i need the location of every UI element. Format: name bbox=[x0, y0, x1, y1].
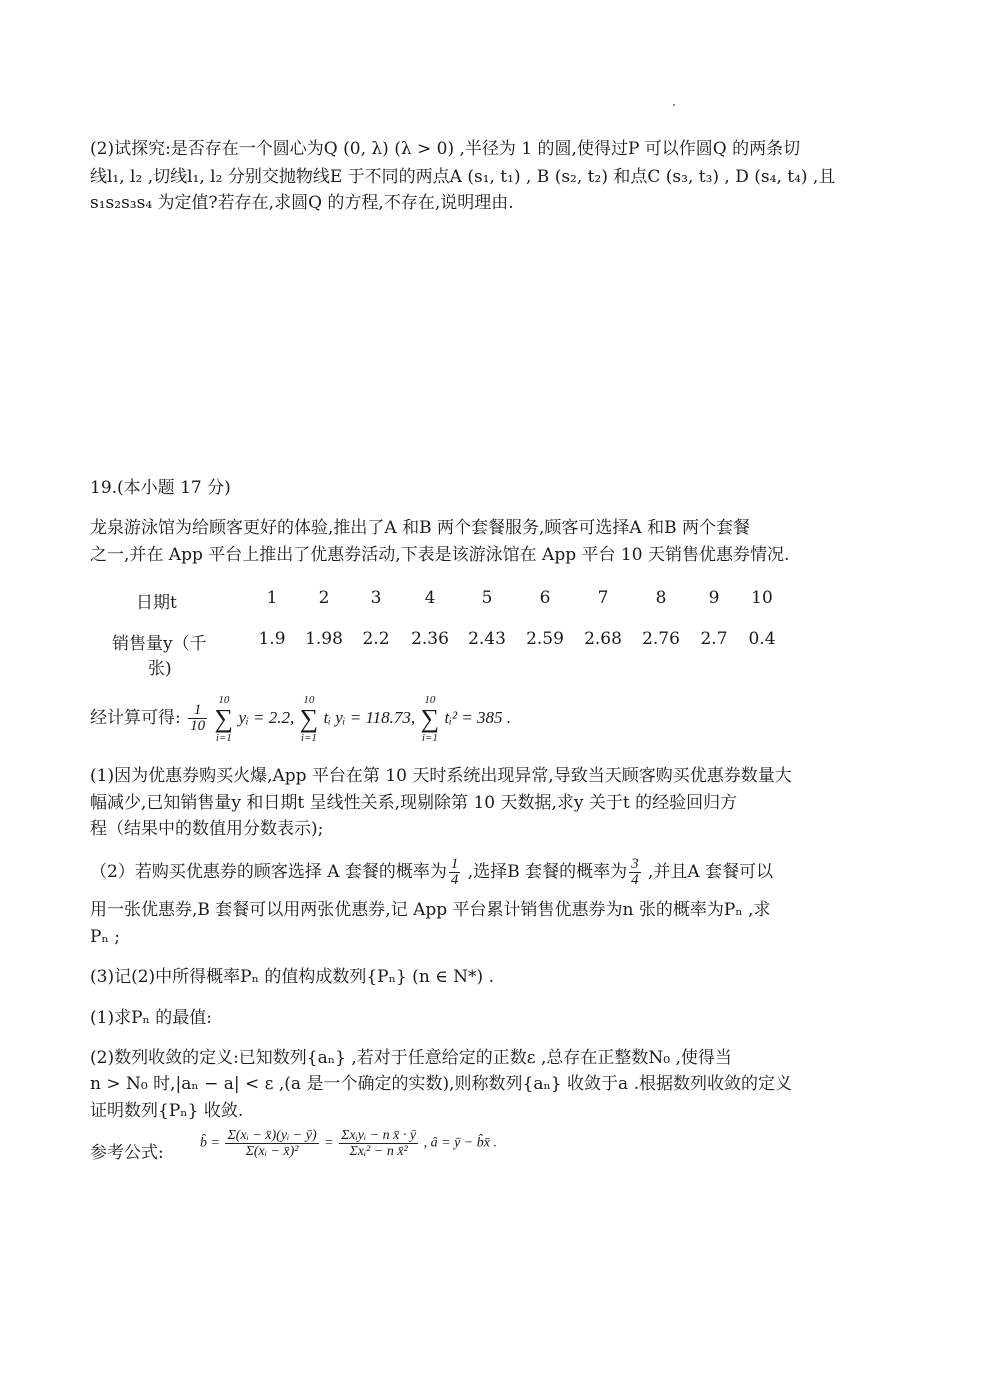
sum-symbol-3: 10 ∑ i=1 bbox=[420, 693, 440, 744]
table-row-sales bbox=[100, 617, 786, 683]
q19-intro-line2: 之一,并在 App 平台上推出了优惠券活动,下表是该游泳馆在 App 平台 10 天销售优惠券情况. bbox=[90, 545, 790, 565]
calc-line bbox=[90, 688, 511, 748]
frac-den: 4 bbox=[450, 872, 459, 888]
part1-line3: 程（结果中的数值用分数表示); bbox=[90, 819, 324, 839]
reference-label: 参考公式: bbox=[90, 1143, 164, 1163]
formula-fraction-2 bbox=[339, 1128, 418, 1159]
part1-line2: 幅减少,已知销售量y 和日期t 呈线性关系,现剔除第 10 天数据,求y 关于t 的经验回归方 bbox=[90, 793, 738, 813]
frac-den: 4 bbox=[631, 872, 639, 888]
frac-den: Σ(xᵢ − x̄)² bbox=[245, 1144, 299, 1159]
prob-a-fraction bbox=[449, 857, 461, 888]
frac-num: 1 bbox=[450, 856, 459, 872]
table-cell: 5 bbox=[481, 588, 493, 608]
table-cell: 8 bbox=[655, 588, 667, 608]
sum-top: 10 bbox=[303, 693, 315, 706]
q18-part2-line2: 线l₁, l₂ ,切线l₁, l₂ 分别交抛物线E 于不同的两点A (s₁, t₁) , B (s₂, t₂) 和点C (s₃, t₃) , D (s₄, t₄) ,且 bbox=[90, 167, 836, 187]
table-cell: 2.68 bbox=[584, 629, 622, 649]
row-label-sales bbox=[100, 617, 246, 683]
formula-fraction-1 bbox=[225, 1128, 318, 1159]
sum-symbol-1: 10 ∑ i=1 bbox=[214, 693, 234, 744]
table-cell: 10 bbox=[751, 588, 773, 608]
equals: = bbox=[324, 1135, 334, 1151]
part2-text-a: （2）若购买优惠券的顾客选择 A 套餐的概率为 bbox=[90, 862, 447, 882]
q19-intro-line1: 龙泉游泳馆为给顾客更好的体验,推出了A 和B 两个套餐服务,顾客可选择A 和B 两个套餐 bbox=[90, 518, 750, 538]
part3-sub2-line1: (2)数列收敛的定义:已知数列{aₙ} ,若对于任意给定的正数ε ,总存在正整数N₀ ,使得当 bbox=[90, 1048, 732, 1068]
table-cell: 1.9 bbox=[258, 629, 286, 649]
frac-num: Σ(xᵢ − x̄)(yᵢ − ȳ) bbox=[227, 1128, 317, 1143]
row-label-sales-cont: 张) bbox=[148, 659, 172, 679]
calc-prefix: 经计算可得: bbox=[90, 708, 181, 728]
frac-num: 3 bbox=[631, 856, 639, 872]
calc-part3: tᵢ² = 385 . bbox=[444, 708, 512, 727]
part1-line1: (1)因为优惠券购买火爆,App 平台在第 10 天时系统出现异常,导致当天顾客购买优惠券数量大 bbox=[90, 766, 792, 786]
table-cell: 1 bbox=[266, 588, 278, 608]
table-cell: 0.4 bbox=[748, 629, 776, 649]
sum-top: 10 bbox=[218, 693, 230, 706]
calc-frac-num: 1 bbox=[188, 703, 207, 719]
sum-bottom: i=1 bbox=[215, 731, 232, 744]
table-cell: 1.98 bbox=[305, 629, 343, 649]
table-cell: 2.2 bbox=[362, 629, 390, 649]
part2-text-c: ,并且A 套餐可以 bbox=[642, 862, 774, 882]
q18-part2-line3: s₁s₂s₃s₄ 为定值?若存在,求圆Q 的方程,不存在,说明理由. bbox=[90, 193, 514, 213]
table-cell: 2.36 bbox=[411, 629, 449, 649]
part3-sub2-line2: n > N₀ 时,|aₙ − a| < ε ,(a 是一个确定的实数),则称数列{aₙ} 收敛于a .根据数列收敛的定义 bbox=[90, 1074, 792, 1094]
table-cell: 2.76 bbox=[642, 629, 680, 649]
table-cell: 7 bbox=[597, 588, 609, 608]
sum-bottom: i=1 bbox=[421, 731, 438, 744]
table-cell: 2.59 bbox=[526, 629, 564, 649]
sales-table bbox=[100, 584, 786, 683]
sum-bottom: i=1 bbox=[300, 731, 317, 744]
sum-symbol-2: 10 ∑ i=1 bbox=[299, 693, 319, 744]
q18-part2-line1: (2)试探究:是否存在一个圆心为Q (0, λ) (λ > 0) ,半径为 1 的圆,使得过P 可以作圆Q 的两条切 bbox=[90, 139, 801, 159]
table-row-days bbox=[100, 584, 786, 617]
speck bbox=[673, 104, 675, 106]
sum-top: 10 bbox=[424, 693, 436, 706]
part2-text-b: ,选择B 套餐的概率为 bbox=[462, 862, 628, 882]
row-label-days: 日期t bbox=[136, 593, 177, 613]
b-hat: b̂ = bbox=[200, 1135, 220, 1151]
frac-num: Σxᵢyᵢ − n x̄ · ȳ bbox=[341, 1128, 417, 1143]
prob-b-fraction bbox=[629, 857, 641, 888]
part3-sub1: (1)求Pₙ 的最值: bbox=[90, 1008, 213, 1028]
table-cell: 2.43 bbox=[468, 629, 506, 649]
table-cell: 9 bbox=[708, 588, 720, 608]
part2-line3: Pₙ ; bbox=[90, 927, 120, 947]
a-hat: , â = ȳ − b̂x̄ . bbox=[423, 1135, 497, 1151]
reference-formula bbox=[200, 1128, 497, 1159]
part3-sub2-line3: 证明数列{Pₙ} 收敛. bbox=[90, 1101, 244, 1121]
part3-line1: (3)记(2)中所得概率Pₙ 的值构成数列{Pₙ} (n ∈ N*) . bbox=[90, 967, 494, 987]
q19-header: 19.(本小题 17 分) bbox=[90, 478, 231, 498]
calc-part1: yᵢ = 2.2, bbox=[238, 708, 295, 727]
frac-den: Σxᵢ² − n x̄² bbox=[349, 1144, 408, 1159]
row-label-sales-text: 销售量y（千 bbox=[112, 634, 207, 654]
calc-fraction bbox=[188, 703, 207, 734]
part2-line1 bbox=[90, 852, 773, 892]
calc-frac-den: 10 bbox=[190, 718, 206, 734]
part2-line2: 用一张优惠券,B 套餐可以用两张优惠券,记 App 平台累计销售优惠券为n 张的概率为Pₙ ,求 bbox=[90, 900, 771, 920]
table-cell: 2.7 bbox=[700, 629, 728, 649]
table-cell: 6 bbox=[539, 588, 551, 608]
table-cell: 3 bbox=[370, 588, 382, 608]
table-cell: 4 bbox=[424, 588, 436, 608]
calc-part2: tᵢ yᵢ = 118.73, bbox=[323, 708, 416, 727]
table-cell: 2 bbox=[318, 588, 330, 608]
